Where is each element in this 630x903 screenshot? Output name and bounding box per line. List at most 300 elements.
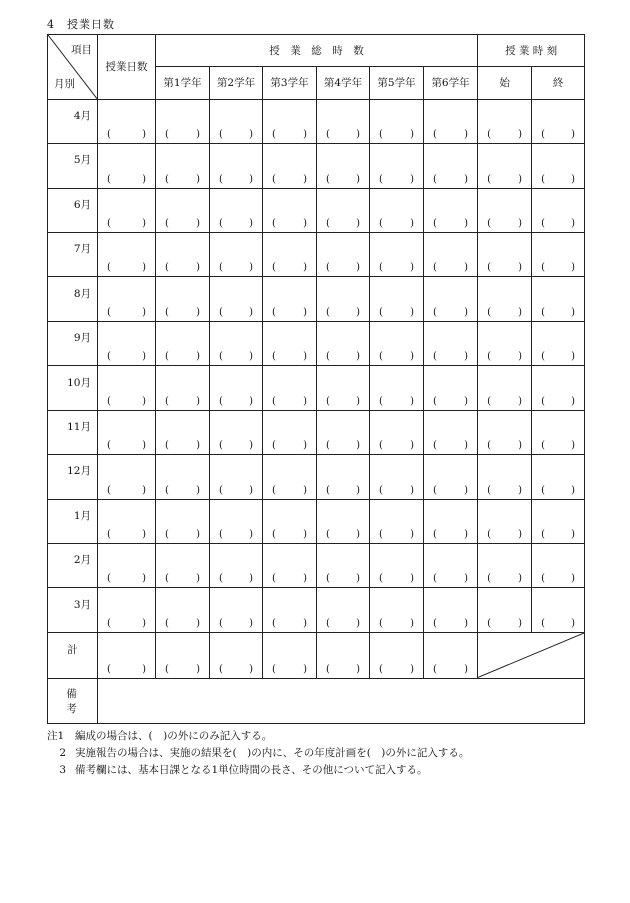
paren-close: ): [142, 262, 146, 274]
entry-cell[interactable]: [317, 544, 370, 588]
paren-open: (: [165, 618, 169, 630]
class-time-header: 授 業 時 刻: [478, 35, 585, 67]
paren-close: ): [410, 529, 414, 541]
entry-cell[interactable]: [263, 144, 317, 188]
paren-pair: [98, 307, 155, 318]
entry-cell[interactable]: [317, 144, 370, 188]
entry-cell[interactable]: [317, 321, 370, 365]
paren-close: ): [571, 395, 576, 407]
total-entry-cell[interactable]: [156, 633, 210, 678]
entry-cell[interactable]: [156, 99, 210, 143]
paren-open: (: [219, 129, 223, 141]
paren-open: (: [379, 173, 383, 185]
month-row: [48, 144, 585, 188]
paren-close: ): [142, 351, 146, 363]
entry-cell[interactable]: [532, 544, 585, 588]
entry-cell[interactable]: [532, 144, 585, 188]
paren-open: (: [326, 217, 330, 229]
paren-close: ): [303, 217, 307, 229]
entry-cell[interactable]: [210, 410, 263, 454]
entry-cell[interactable]: [532, 99, 585, 143]
paren-open: (: [433, 484, 437, 496]
paren-open: (: [487, 484, 491, 496]
paren-open: (: [433, 573, 437, 585]
entry-cell[interactable]: [532, 410, 585, 454]
entry-cell[interactable]: [156, 455, 210, 499]
paren-close: ): [571, 440, 576, 452]
entry-cell[interactable]: [210, 188, 263, 232]
entry-cell[interactable]: [156, 188, 210, 232]
paren-open: (: [433, 351, 437, 363]
paren-pair: [478, 485, 531, 496]
paren-open: (: [541, 440, 545, 452]
footnote: [47, 745, 469, 762]
entry-cell[interactable]: [156, 499, 210, 543]
paren-pair: [263, 485, 316, 496]
paren-close: ): [356, 395, 360, 407]
paren-pair: [532, 174, 584, 185]
entry-cell[interactable]: [263, 588, 317, 633]
entry-cell[interactable]: [478, 99, 532, 143]
paren-pair: [532, 618, 584, 629]
entry-cell[interactable]: [370, 144, 424, 188]
paren-open: (: [107, 306, 111, 318]
paren-pair: [478, 440, 531, 451]
entry-cell[interactable]: [424, 499, 478, 543]
paren-pair: [532, 351, 584, 362]
entry-cell[interactable]: [532, 366, 585, 410]
entry-cell[interactable]: [263, 410, 317, 454]
entry-cell[interactable]: [478, 321, 532, 365]
paren-open: (: [107, 395, 111, 407]
entry-cell[interactable]: [424, 410, 478, 454]
paren-close: ): [464, 217, 469, 229]
paren-open: (: [326, 262, 330, 274]
paren-pair: [210, 440, 262, 451]
month-label-cell: [48, 277, 98, 321]
entry-cell[interactable]: [478, 232, 532, 276]
paren-open: (: [487, 173, 491, 185]
paren-pair: [263, 396, 316, 407]
entry-cell[interactable]: [210, 321, 263, 365]
entry-cell[interactable]: [317, 232, 370, 276]
paren-open: (: [379, 573, 383, 585]
entry-cell[interactable]: [424, 366, 478, 410]
entry-cell[interactable]: [98, 144, 156, 188]
footnote: [47, 728, 469, 745]
entry-cell[interactable]: [210, 144, 263, 188]
paren-pair: [424, 529, 477, 540]
paren-open: (: [487, 395, 491, 407]
paren-pair: [156, 351, 209, 362]
entry-cell[interactable]: [98, 366, 156, 410]
entry-cell[interactable]: [532, 277, 585, 321]
month-row: [48, 366, 585, 410]
paren-open: (: [107, 663, 111, 675]
entry-cell[interactable]: [317, 410, 370, 454]
paren-close: ): [356, 440, 360, 452]
paren-open: (: [107, 129, 111, 141]
paren-pair: [156, 573, 209, 584]
paren-open: (: [433, 440, 437, 452]
paren-close: ): [410, 573, 414, 585]
entry-cell[interactable]: [370, 277, 424, 321]
paren-close: ): [464, 484, 469, 496]
paren-open: (: [107, 440, 111, 452]
paren-open: (: [379, 484, 383, 496]
paren-pair: [98, 129, 155, 140]
entry-cell[interactable]: [424, 277, 478, 321]
month-row: [48, 588, 585, 633]
entry-cell[interactable]: [370, 321, 424, 365]
paren-pair: [370, 664, 423, 675]
paren-pair: [424, 351, 477, 362]
entry-cell[interactable]: [156, 321, 210, 365]
paren-close: ): [518, 440, 523, 452]
paren-pair: [210, 174, 262, 185]
paren-pair: [263, 351, 316, 362]
paren-open: (: [433, 217, 437, 229]
paren-open: (: [107, 262, 111, 274]
paren-pair: [210, 129, 262, 140]
paren-close: ): [249, 262, 253, 274]
paren-pair: [156, 307, 209, 318]
entry-cell[interactable]: [424, 588, 478, 633]
paren-open: (: [219, 440, 223, 452]
paren-close: ): [142, 306, 146, 318]
paren-pair: [156, 174, 209, 185]
month-row: [48, 544, 585, 588]
paren-pair: [370, 396, 423, 407]
grade-header: 第2学年: [210, 67, 263, 99]
entry-cell[interactable]: [210, 366, 263, 410]
paren-open: (: [541, 306, 545, 318]
paren-open: (: [272, 262, 276, 274]
entry-cell[interactable]: [98, 232, 156, 276]
entry-cell[interactable]: [478, 588, 532, 633]
entry-cell[interactable]: [156, 277, 210, 321]
entry-cell[interactable]: [532, 455, 585, 499]
paren-open: (: [165, 529, 169, 541]
paren-close: ): [410, 395, 414, 407]
paren-close: ): [571, 484, 576, 496]
paren-open: (: [165, 573, 169, 585]
paren-pair: [263, 307, 316, 318]
paren-open: (: [165, 440, 169, 452]
entry-cell[interactable]: [210, 544, 263, 588]
paren-open: (: [433, 129, 437, 141]
entry-cell[interactable]: [370, 99, 424, 143]
entry-cell[interactable]: [317, 99, 370, 143]
paren-pair: [263, 440, 316, 451]
paren-open: (: [487, 306, 491, 318]
notes-row: [48, 678, 585, 723]
entry-cell[interactable]: [263, 232, 317, 276]
total-entry-cell[interactable]: [370, 633, 424, 678]
month-label-cell: [48, 366, 98, 410]
entry-cell[interactable]: [478, 499, 532, 543]
entry-cell[interactable]: [370, 188, 424, 232]
paren-close: ): [249, 173, 253, 185]
paren-close: ): [518, 173, 523, 185]
entry-cell[interactable]: [210, 232, 263, 276]
corner-month-label: 月別: [54, 77, 75, 90]
entry-cell[interactable]: [263, 544, 317, 588]
paren-close: ): [571, 173, 576, 185]
entry-cell[interactable]: [263, 455, 317, 499]
paren-open: (: [272, 395, 276, 407]
total-row: [48, 633, 585, 678]
total-entry-cell[interactable]: [98, 633, 156, 678]
paren-open: (: [433, 618, 437, 630]
paren-close: ): [464, 529, 469, 541]
paren-open: (: [487, 529, 491, 541]
entry-cell[interactable]: [156, 366, 210, 410]
paren-close: ): [249, 129, 253, 141]
entry-cell[interactable]: [263, 321, 317, 365]
entry-cell[interactable]: [478, 277, 532, 321]
paren-close: ): [464, 173, 469, 185]
entry-cell[interactable]: [263, 188, 317, 232]
entry-cell[interactable]: [263, 499, 317, 543]
entry-cell[interactable]: [156, 144, 210, 188]
notes-field[interactable]: [98, 678, 585, 723]
month-label-cell: [48, 232, 98, 276]
paren-close: ): [196, 262, 200, 274]
paren-pair: [156, 664, 209, 675]
entry-cell[interactable]: [532, 588, 585, 633]
paren-pair: [424, 664, 477, 675]
paren-pair: [478, 218, 531, 229]
paren-pair: [424, 618, 477, 629]
paren-pair: [478, 129, 531, 140]
paren-close: ): [356, 618, 360, 630]
entry-cell[interactable]: [370, 366, 424, 410]
paren-close: ): [410, 440, 414, 452]
entry-cell[interactable]: [98, 544, 156, 588]
entry-cell[interactable]: [424, 188, 478, 232]
paren-pair: [317, 573, 369, 584]
paren-open: (: [272, 440, 276, 452]
entry-cell[interactable]: [98, 277, 156, 321]
entry-cell[interactable]: [424, 99, 478, 143]
entry-cell[interactable]: [98, 99, 156, 143]
paren-close: ): [464, 663, 469, 675]
entry-cell[interactable]: [210, 499, 263, 543]
grade-header: 第3学年: [263, 67, 317, 99]
month-label: 9月: [73, 332, 91, 345]
entry-cell[interactable]: [532, 232, 585, 276]
month-row: [48, 410, 585, 454]
paren-open: (: [379, 351, 383, 363]
entry-cell[interactable]: [370, 588, 424, 633]
total-entry-cell[interactable]: [210, 633, 263, 678]
paren-pair: [424, 440, 477, 451]
entry-cell[interactable]: [263, 277, 317, 321]
entry-cell[interactable]: [370, 455, 424, 499]
paren-pair: [532, 485, 584, 496]
entry-cell[interactable]: [317, 366, 370, 410]
total-entry-cell[interactable]: [263, 633, 317, 678]
paren-close: ): [142, 395, 146, 407]
paren-close: ): [518, 262, 523, 274]
entry-cell[interactable]: [98, 588, 156, 633]
entry-cell[interactable]: [263, 366, 317, 410]
entry-cell[interactable]: [424, 321, 478, 365]
footnotes: [47, 728, 469, 779]
entry-cell[interactable]: [210, 455, 263, 499]
paren-close: ): [249, 351, 253, 363]
paren-close: ): [196, 529, 200, 541]
paren-pair: [370, 174, 423, 185]
paren-close: ): [303, 351, 307, 363]
paren-pair: [424, 396, 477, 407]
diagonal-line: [478, 633, 584, 677]
paren-close: ): [142, 484, 146, 496]
entry-cell[interactable]: [424, 144, 478, 188]
paren-open: (: [219, 173, 223, 185]
paren-open: (: [433, 306, 437, 318]
paren-close: ): [356, 217, 360, 229]
entry-cell[interactable]: [210, 99, 263, 143]
entry-cell[interactable]: [478, 410, 532, 454]
entry-cell[interactable]: [478, 188, 532, 232]
month-row: [48, 99, 585, 143]
entry-cell[interactable]: [156, 410, 210, 454]
paren-pair: [424, 485, 477, 496]
entry-cell[interactable]: [98, 410, 156, 454]
paren-close: ): [249, 217, 253, 229]
paren-close: ): [410, 618, 414, 630]
entry-cell[interactable]: [370, 410, 424, 454]
grade-header: 第6学年: [424, 67, 478, 99]
entry-cell[interactable]: [424, 544, 478, 588]
entry-cell[interactable]: [317, 188, 370, 232]
entry-cell[interactable]: [478, 144, 532, 188]
paren-close: ): [196, 395, 200, 407]
total-label: 計: [67, 643, 78, 656]
entry-cell[interactable]: [532, 321, 585, 365]
entry-cell[interactable]: [156, 232, 210, 276]
paren-close: ): [356, 173, 360, 185]
entry-cell[interactable]: [532, 499, 585, 543]
paren-close: ): [142, 217, 146, 229]
paren-pair: [370, 351, 423, 362]
paren-open: (: [326, 529, 330, 541]
entry-cell[interactable]: [156, 588, 210, 633]
entry-cell[interactable]: [532, 188, 585, 232]
month-label-cell: [48, 544, 98, 588]
paren-pair: [317, 618, 369, 629]
paren-open: (: [487, 351, 491, 363]
paren-open: (: [107, 173, 111, 185]
entry-cell[interactable]: [156, 544, 210, 588]
paren-pair: [478, 351, 531, 362]
paren-pair: [156, 262, 209, 273]
paren-open: (: [541, 484, 545, 496]
paren-close: ): [464, 395, 469, 407]
paren-pair: [317, 351, 369, 362]
header-row-1: [48, 35, 585, 67]
paren-pair: [424, 129, 477, 140]
paren-pair: [370, 218, 423, 229]
paren-pair: [263, 618, 316, 629]
paren-open: (: [487, 573, 491, 585]
paren-close: ): [518, 351, 523, 363]
paren-open: (: [433, 395, 437, 407]
paren-pair: [317, 396, 369, 407]
total-entry-cell[interactable]: [424, 633, 478, 678]
entry-cell[interactable]: [478, 455, 532, 499]
paren-pair: [532, 573, 584, 584]
entry-cell[interactable]: [210, 588, 263, 633]
entry-cell[interactable]: [370, 232, 424, 276]
paren-open: (: [219, 262, 223, 274]
total-label-cell: [48, 633, 98, 678]
paren-close: ): [196, 173, 200, 185]
paren-open: (: [379, 663, 383, 675]
month-label: 7月: [73, 243, 91, 256]
paren-close: ): [303, 573, 307, 585]
paren-close: ): [303, 484, 307, 496]
footnote-text: 実施報告の場合は、実施の結果を( )の内に、その年度計画を( )の外に記入する。: [75, 747, 470, 759]
entry-cell[interactable]: [317, 588, 370, 633]
paren-pair: [317, 529, 369, 540]
paren-pair: [210, 396, 262, 407]
entry-cell[interactable]: [98, 188, 156, 232]
entry-cell[interactable]: [370, 544, 424, 588]
paren-open: (: [326, 306, 330, 318]
paren-open: (: [107, 217, 111, 229]
paren-pair: [263, 218, 316, 229]
paren-pair: [317, 664, 369, 675]
paren-pair: [98, 485, 155, 496]
paren-pair: [370, 440, 423, 451]
entry-cell[interactable]: [317, 277, 370, 321]
entry-cell[interactable]: [263, 99, 317, 143]
grade-header: 第4学年: [317, 67, 370, 99]
entry-cell[interactable]: [478, 544, 532, 588]
footnote-text: 備考欄には、基本日課となる1単位時間の長さ、その他について記入する。: [75, 764, 428, 776]
month-label: 1月: [73, 509, 91, 522]
paren-pair: [263, 664, 316, 675]
entry-cell[interactable]: [424, 455, 478, 499]
entry-cell[interactable]: [98, 499, 156, 543]
entry-cell[interactable]: [210, 277, 263, 321]
entry-cell[interactable]: [478, 366, 532, 410]
month-label: 11月: [67, 420, 91, 433]
entry-cell[interactable]: [317, 499, 370, 543]
paren-open: (: [541, 618, 545, 630]
paren-pair: [263, 129, 316, 140]
paren-close: ): [142, 573, 146, 585]
entry-cell[interactable]: [424, 232, 478, 276]
total-entry-cell[interactable]: [317, 633, 370, 678]
paren-pair: [210, 529, 262, 540]
paren-close: ): [303, 262, 307, 274]
paren-pair: [210, 307, 262, 318]
paren-pair: [532, 262, 584, 273]
grade-header: 第1学年: [156, 67, 210, 99]
paren-open: (: [219, 529, 223, 541]
paren-pair: [317, 218, 369, 229]
entry-cell[interactable]: [98, 455, 156, 499]
entry-cell[interactable]: [317, 455, 370, 499]
paren-open: (: [379, 262, 383, 274]
paren-close: ): [303, 129, 307, 141]
entry-cell[interactable]: [98, 321, 156, 365]
entry-cell[interactable]: [370, 499, 424, 543]
